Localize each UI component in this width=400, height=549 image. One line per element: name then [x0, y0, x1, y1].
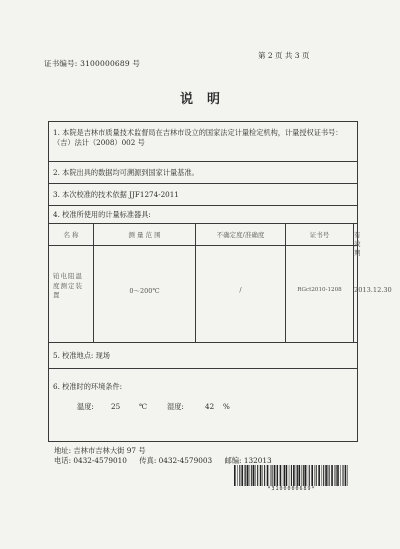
barcode-bar [336, 465, 337, 486]
footer-postcode: 邮编: 132013 [224, 455, 272, 465]
barcode-bar [289, 465, 290, 486]
barcode-bar [274, 465, 276, 486]
barcode-bar [284, 465, 285, 486]
barcode-bar [293, 465, 295, 486]
barcode-bar [325, 465, 327, 486]
barcode-bar [270, 465, 271, 486]
note-row-3 [49, 184, 357, 206]
barcode-bar [251, 465, 252, 486]
equipment-range: 0～200℃ [129, 287, 160, 295]
barcode-bar [291, 465, 292, 486]
barcode-bar [309, 465, 310, 486]
barcode-bar [301, 465, 302, 486]
header-uncertainty: 不确定度/准确度 [216, 231, 265, 239]
humidity-label: 湿度: [167, 402, 184, 411]
barcode-bar [267, 465, 269, 486]
barcode-bar [264, 465, 265, 486]
footer-contact [54, 446, 272, 465]
certificate-number: 证书编号: 3100000689 号 [44, 59, 141, 68]
barcode-bar [280, 465, 282, 486]
barcode-bar [340, 465, 341, 486]
barcode-bar [304, 465, 306, 486]
column-validity [354, 224, 392, 342]
barcode-bar [307, 465, 308, 486]
barcode-bar [316, 465, 317, 486]
barcode-bar [245, 465, 246, 486]
barcode-bar [277, 465, 278, 486]
barcode-bar [331, 465, 333, 486]
barcode-bar [345, 465, 347, 486]
barcode-bar [328, 465, 329, 486]
footer-address: 地址: 吉林市吉林大街 97 号 [54, 446, 146, 455]
barcode-bar [250, 465, 251, 486]
barcode-bar [276, 465, 277, 486]
barcode-bar [337, 465, 339, 486]
barcode-bar [286, 465, 288, 486]
barcode-bar [297, 465, 298, 486]
page-indicator: 第 2 页 共 3 页 [258, 51, 310, 60]
barcode-bar [272, 465, 273, 486]
note-authorization: 1. 本院是吉林市质量技术监督局在吉林市设立的国家法定计量检定机构，计量授权证书号：（吉）法计（2008）002 号 [53, 128, 343, 147]
notes-table [48, 121, 392, 442]
equipment-validity: 2013.12.30 [354, 286, 392, 294]
barcode-bar [247, 465, 249, 486]
footer-fax: 传真: 0432-4579003 [139, 455, 213, 465]
note-traceability: 2. 本院出具的数据均可溯源到国家计量基准。 [53, 168, 199, 177]
temperature-label: 温度: [77, 402, 94, 411]
note-row-6 [49, 369, 357, 443]
temperature-value: 25 [111, 402, 121, 411]
barcode-bar [263, 465, 264, 486]
barcode-bar [255, 465, 256, 486]
equipment-table [49, 224, 392, 343]
note-location: 5. 校准地点: 现场 [53, 351, 110, 360]
barcode-bar [303, 465, 304, 486]
barcode-bar [241, 465, 243, 486]
barcode-bar [239, 465, 240, 486]
barcode-bar [347, 465, 348, 486]
equipment-certificate: RGct2010-1208 [297, 287, 342, 293]
barcode-bar [283, 465, 284, 486]
barcode-bar [296, 465, 297, 486]
header-range: 测 量 范 围 [128, 231, 161, 239]
humidity-value: 42 [205, 402, 215, 411]
barcode-bar [314, 465, 315, 486]
barcode-bar [329, 465, 330, 486]
note-row-1 [49, 122, 357, 162]
barcode-bar [323, 465, 324, 486]
barcode-image [234, 465, 349, 486]
barcode-bar [311, 465, 313, 486]
footer-phone: 电话: 0432-4579010 [54, 455, 127, 465]
note-row-2 [49, 162, 357, 184]
humidity-unit: % [223, 402, 230, 411]
barcode-bar [244, 465, 245, 486]
column-name [49, 224, 94, 342]
equipment-name: 铂电阻温度测定装置 [53, 272, 83, 299]
barcode-bar [343, 465, 344, 486]
barcode-bar [260, 465, 262, 486]
note-row-5 [49, 343, 357, 369]
note-technical-basis: 3. 本次校准的技术依据 JJF1274-2011 [53, 190, 179, 199]
column-certificate [286, 224, 354, 342]
column-uncertainty [196, 224, 286, 342]
barcode-bar [237, 465, 238, 486]
barcode-bar [318, 465, 320, 486]
barcode-bar [257, 465, 258, 486]
barcode-bar [234, 465, 236, 486]
header-name: 名 称 [63, 231, 79, 239]
column-range [94, 224, 196, 342]
barcode-text: *3100000689* [267, 486, 316, 492]
barcode-bar [299, 465, 301, 486]
equipment-uncertainty: / [239, 286, 242, 294]
temperature-unit: ℃ [139, 402, 148, 411]
barcode-bar [322, 465, 323, 486]
barcode-bar [253, 465, 255, 486]
page-title: 说明 [179, 92, 234, 107]
barcode-bar [334, 465, 335, 486]
note-row-4 [49, 206, 357, 224]
note-environment: 6. 校准时的环境条件: [53, 382, 123, 391]
note-standard-equipment: 4. 校准所使用的计量标准器具: [53, 210, 151, 219]
header-validity: 有效期 [354, 231, 361, 257]
header-certificate: 证书号 [309, 231, 330, 239]
